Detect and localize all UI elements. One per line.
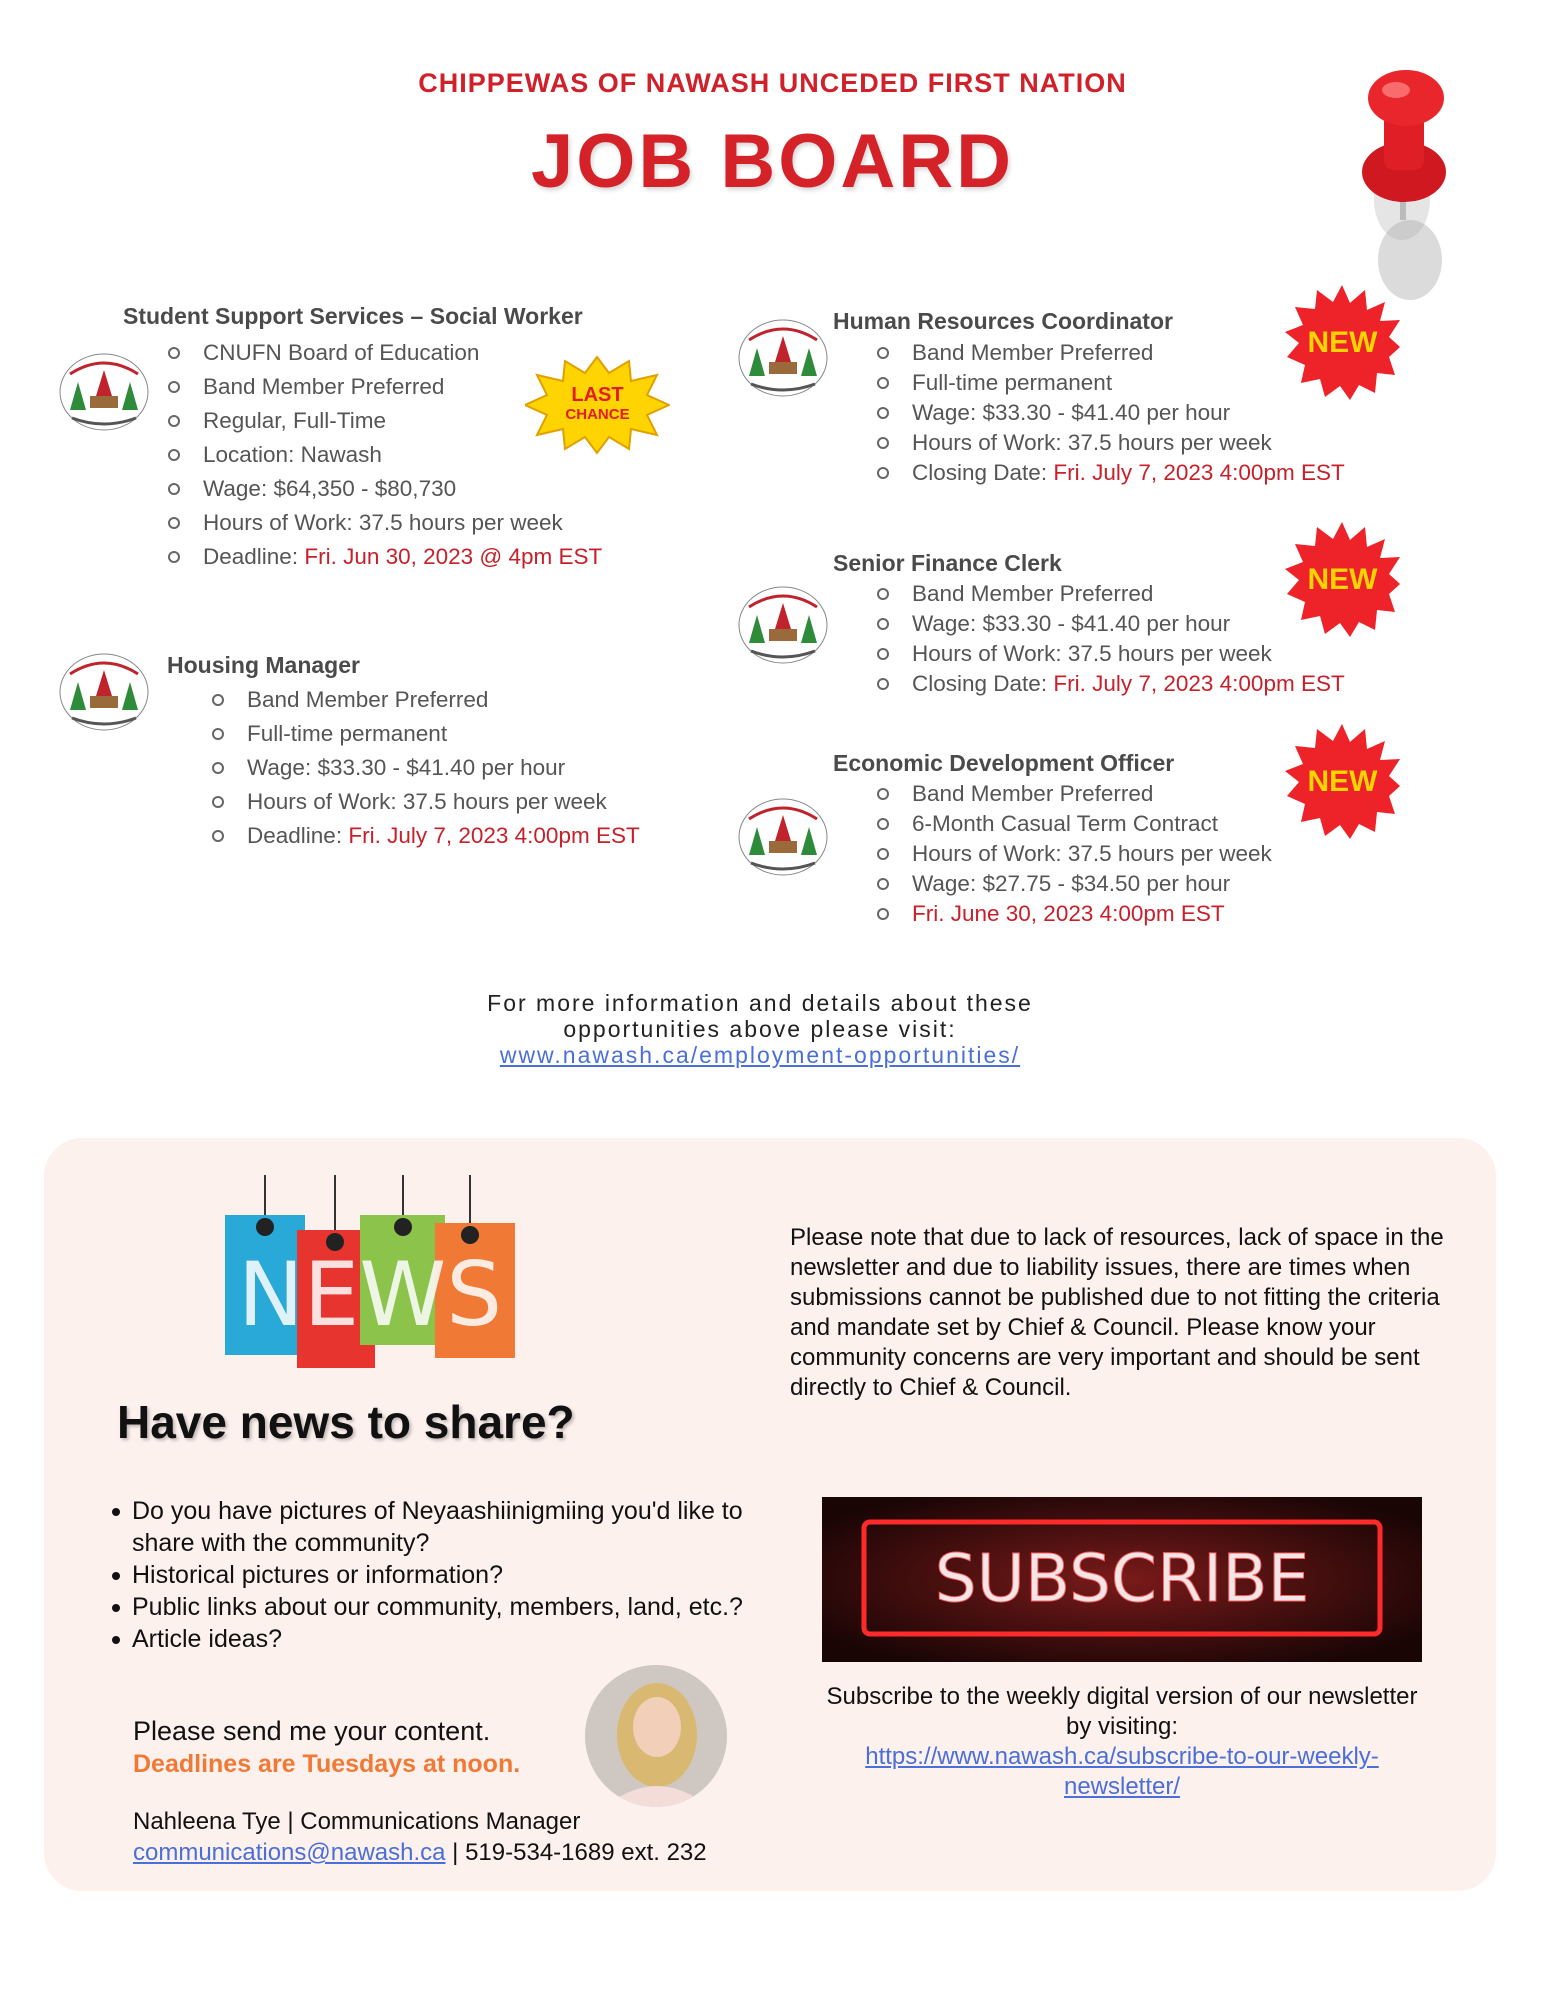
- news-bullets: [110, 1495, 770, 1655]
- job-details-list: [877, 779, 1272, 929]
- list-item: Wage: $27.75 - $34.50 per hour: [877, 869, 1272, 899]
- list-item: Band Member Preferred: [877, 579, 1345, 609]
- badge-text: NEW: [1307, 562, 1378, 596]
- job-details-list: [877, 579, 1345, 699]
- deadline-label: Closing Date:: [912, 671, 1054, 696]
- avatar: [585, 1665, 727, 1807]
- deadline-value: Fri. July 7, 2023 4:00pm EST: [1053, 671, 1345, 696]
- job-details-list: [212, 683, 640, 853]
- nawash-seal-icon: [737, 318, 829, 398]
- list-item: 6-Month Casual Term Contract: [877, 809, 1272, 839]
- person-photo-icon: [585, 1665, 727, 1807]
- job-title: Economic Development Officer: [833, 750, 1175, 776]
- nawash-seal-icon: [58, 352, 150, 432]
- submission-note: Please note that due to lack of resources, lack of space in the newsletter and due to liability issues, there are times when submissions cannot be published due to not fitting the criteria and mandate set by Chief & Council. Please know your community concerns are very important and should be sent directly to Chief & Council.: [790, 1224, 1444, 1401]
- last-chance-badge: [525, 355, 670, 455]
- list-item: Full-time permanent: [212, 717, 640, 751]
- list-item: Band Member Preferred: [212, 683, 640, 717]
- subscribe-link[interactable]: https://www.nawash.ca/subscribe-to-our-weekly-newsletter/: [865, 1743, 1379, 1800]
- subscribe-text: Subscribe to the weekly digital version of our newsletter by visiting:: [826, 1683, 1418, 1740]
- list-item: Band Member Preferred: [877, 779, 1272, 809]
- news-heading: Have news to share?: [117, 1396, 575, 1448]
- list-item: Regular, Full-Time: [168, 404, 602, 438]
- badge-text: CHANCE: [565, 406, 630, 423]
- list-item: [877, 899, 1272, 929]
- list-item: Wage: $33.30 - $41.40 per hour: [212, 751, 640, 785]
- deadline-label: Closing Date:: [912, 460, 1054, 485]
- list-item: [168, 540, 602, 574]
- job-title: Human Resources Coordinator: [833, 308, 1173, 334]
- subscribe-banner[interactable]: [822, 1497, 1422, 1662]
- nawash-seal-icon: [737, 797, 829, 877]
- list-item: Hours of Work: 37.5 hours per week: [877, 639, 1345, 669]
- subscribe-info: [822, 1682, 1422, 1802]
- badge-text: NEW: [1307, 764, 1378, 798]
- nawash-seal-icon: [737, 585, 829, 665]
- list-item: Band Member Preferred: [168, 370, 602, 404]
- badge-text: NEW: [1307, 325, 1378, 359]
- list-item: Historical pictures or information?: [110, 1559, 770, 1591]
- new-badge: [1285, 522, 1400, 637]
- job-title: Housing Manager: [167, 652, 360, 678]
- news-tags-icon: [220, 1175, 520, 1370]
- email-link[interactable]: communications@nawash.ca: [133, 1839, 446, 1866]
- list-item: Wage: $64,350 - $80,730: [168, 472, 602, 506]
- job-title: Senior Finance Clerk: [833, 550, 1062, 576]
- list-item: Do you have pictures of Neyaashiinigmiing you'd like to share with the community?: [110, 1495, 770, 1559]
- list-item: Hours of Work: 37.5 hours per week: [212, 785, 640, 819]
- contact-name: Nahleena Tye | Communications Manager: [133, 1808, 581, 1835]
- list-item: Public links about our community, members, land, etc.?: [110, 1591, 770, 1623]
- job-details-list: [877, 338, 1345, 488]
- list-item: [212, 819, 640, 853]
- list-item: [877, 458, 1345, 488]
- push-pin-icon: [1340, 60, 1480, 300]
- more-info: [330, 990, 1190, 1068]
- info-line: For more information and details about these: [487, 990, 1033, 1016]
- news-logo-text: NEWS: [237, 1243, 503, 1346]
- job-listing: [167, 652, 360, 679]
- deadline-label: Deadline:: [203, 544, 305, 569]
- info-line: opportunities above please visit:: [563, 1016, 957, 1042]
- list-item: Wage: $33.30 - $41.40 per hour: [877, 609, 1345, 639]
- nawash-seal-icon: [58, 652, 150, 732]
- list-item: Hours of Work: 37.5 hours per week: [877, 428, 1345, 458]
- job-listing: [833, 750, 1174, 777]
- deadline-value: Fri. July 7, 2023 4:00pm EST: [1053, 460, 1345, 485]
- job-listing: [123, 303, 583, 330]
- neon-sign-icon: [822, 1497, 1422, 1662]
- contact-info: [133, 1806, 707, 1868]
- contact-phone: | 519-534-1689 ext. 232: [445, 1839, 707, 1866]
- list-item: Band Member Preferred: [877, 338, 1345, 368]
- list-item: Wage: $33.30 - $41.40 per hour: [877, 398, 1345, 428]
- list-item: [877, 669, 1345, 699]
- list-item: Location: Nawash: [168, 438, 602, 472]
- job-listing: [833, 308, 1173, 335]
- employment-link[interactable]: www.nawash.ca/employment-opportunities/: [499, 1042, 1021, 1068]
- job-listing: [833, 550, 1062, 577]
- subscribe-banner-text: SUBSCRIBE: [934, 1540, 1310, 1617]
- list-item: Full-time permanent: [877, 368, 1345, 398]
- page-title: JOB BOARD: [530, 119, 1015, 204]
- org-name: CHIPPEWAS OF NAWASH UNCEDED FIRST NATION: [418, 68, 1127, 98]
- list-item: CNUFN Board of Education: [168, 336, 602, 370]
- job-title: Student Support Services – Social Worker: [123, 303, 583, 329]
- deadline-value: Fri. June 30, 2023 4:00pm EST: [912, 901, 1225, 926]
- new-badge: [1285, 724, 1400, 839]
- new-badge: [1285, 285, 1400, 400]
- list-item: Article ideas?: [110, 1623, 770, 1655]
- deadline-text: Deadlines are Tuesdays at noon.: [133, 1750, 521, 1778]
- deadline-value: Fri. July 7, 2023 4:00pm EST: [348, 823, 640, 848]
- list-item: Hours of Work: 37.5 hours per week: [877, 839, 1272, 869]
- deadline-label: Deadline:: [247, 823, 349, 848]
- deadline-value: Fri. Jun 30, 2023 @ 4pm EST: [304, 544, 603, 569]
- send-content-text: Please send me your content.: [133, 1716, 491, 1746]
- badge-text: LAST: [571, 384, 624, 406]
- list-item: Hours of Work: 37.5 hours per week: [168, 506, 602, 540]
